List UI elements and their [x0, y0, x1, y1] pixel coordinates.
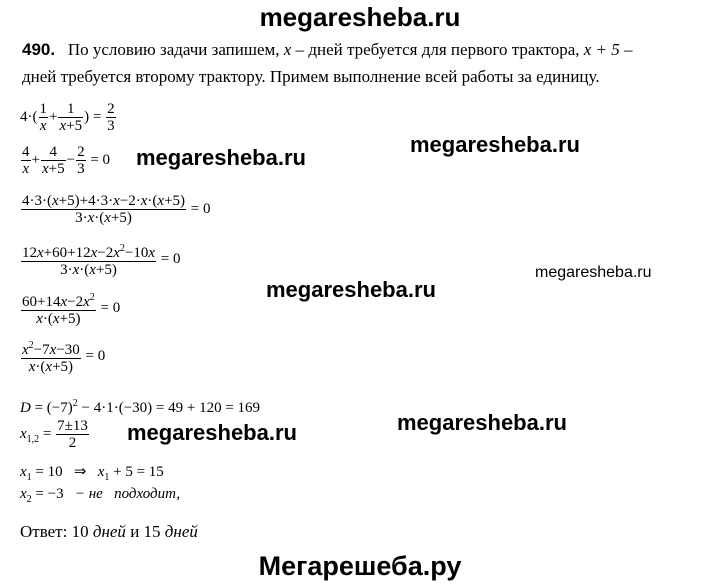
watermark-bottom: Мегарешеба.ру [258, 551, 462, 581]
equation-5: $\frac{60+14x-2x^2}{x\cdot(x+5)}$ = 0 [22, 292, 121, 327]
answer-unit-2: дней [164, 522, 198, 541]
problem-expr: x + 5 [583, 40, 620, 59]
watermark-mid-2: megaresheba.ru [410, 132, 580, 157]
answer-label: Ответ: [20, 522, 68, 541]
discriminant: $D = (-7)^2 - 4\cdot 1\cdot(-30) = 49 + 120 = 169$ [20, 398, 261, 416]
roots-formula: $x_{1,2}$ = $\frac{7\pm 13}{2}$ [20, 418, 88, 451]
problem-line-1 [22, 36, 633, 63]
problem-text-c: – [624, 40, 633, 59]
equation-2: $\frac{4}{x}$ + $\frac{4}{x+5}$ − $\frac{2}{3}$ = 0 [22, 144, 111, 177]
watermark-mid-1: megaresheba.ru [136, 145, 306, 170]
problem-line-2: дней требуется второму трактору. Примем выполнение всей работы за единицу. [22, 67, 600, 86]
root-2: $x_2 = -3$ − не подходит, [20, 486, 181, 505]
answer-unit-1: дней [92, 522, 126, 541]
watermark-mid-5: megaresheba.ru [127, 420, 297, 445]
equation-1: 4·( $\frac{1}{x}$ + $\frac{1}{x+5}$ ) = $\frac{2}{3}$ [20, 101, 115, 134]
problem-text-a: По условию задачи запишем, [67, 40, 280, 59]
watermark-top: megaresheba.ru [259, 2, 461, 32]
answer-line [20, 518, 198, 545]
equation-6: $\frac{x^2-7x-30}{x\cdot(x+5)}$ = 0 [22, 340, 106, 375]
watermark-mid-3: megaresheba.ru [266, 277, 436, 302]
watermark-mid-4: megaresheba.ru [397, 410, 567, 435]
answer-value-2: 15 [143, 522, 161, 541]
root-1: $x_1 = 10$ ⇒ $x_1 + 5 = 15$ [20, 464, 164, 483]
answer-conj: и [130, 522, 140, 541]
problem-var: x [283, 40, 292, 59]
watermark-small: megaresheba.ru [535, 264, 652, 281]
equation-3: $\frac{4\cdot 3\cdot(x+5)+4\cdot 3\cdot x-2\cdot x\cdot(x+5)}{3\cdot x\cdot(x+5)}$ = 0 [22, 193, 211, 226]
problem-text-b: – дней требуется для первого трактора, [295, 40, 580, 59]
answer-value-1: 10 [71, 522, 89, 541]
equation-4: $\frac{12x+60+12x-2x^2-10x}{3\cdot x\cdot(x+5)}$ = 0 [22, 243, 181, 278]
problem-number: 490. [22, 40, 56, 59]
